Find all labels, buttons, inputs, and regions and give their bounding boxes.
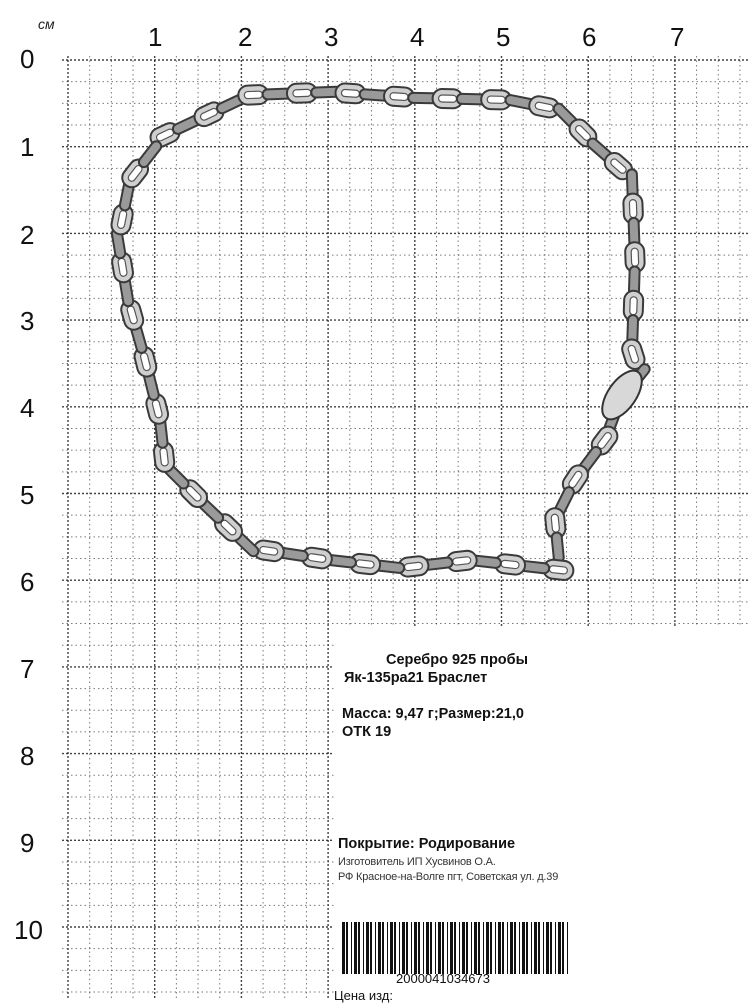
barcode-bar <box>406 922 408 974</box>
barcode-bar <box>426 922 429 974</box>
barcode-bar <box>411 922 412 974</box>
barcode-bar <box>447 922 448 974</box>
x-axis-label-4: 4 <box>410 22 425 52</box>
barcode-bar <box>346 922 348 974</box>
barcode-bar <box>567 922 568 974</box>
y-axis-label-10: 10 <box>14 915 43 945</box>
x-axis-label-3: 3 <box>324 22 339 52</box>
barcode-bar <box>519 922 520 974</box>
barcode-bar <box>534 922 537 974</box>
barcode-bar <box>507 922 508 974</box>
barcode-bar <box>498 922 501 974</box>
barcode-bar <box>483 922 484 974</box>
y-axis-label-8: 8 <box>20 741 35 771</box>
barcode-bar <box>387 922 388 974</box>
barcode-bar <box>399 922 400 974</box>
maker-text: Изготовитель ИП Хусвинов О.А. <box>338 856 496 868</box>
barcode-bar <box>378 922 381 974</box>
barcode-bar <box>471 922 472 974</box>
barcode-bar <box>526 922 528 974</box>
barcode-bar <box>435 922 436 974</box>
address-text: РФ Красное-на-Волге пгт, Советская ул. д.39 <box>338 871 559 883</box>
barcode-bar <box>510 922 513 974</box>
barcode-number: 2000041034673 <box>396 971 490 986</box>
mass-size-text: Масса: 9,47 г;Размер:21,0 <box>342 706 524 722</box>
barcode-bar <box>502 922 504 974</box>
barcode-bar <box>354 922 357 974</box>
x-axis-label-1: 1 <box>148 22 163 52</box>
x-axis-label-6: 6 <box>582 22 597 52</box>
barcode-bar <box>366 922 369 974</box>
price-text: Цена изд: <box>334 988 394 1003</box>
barcode-bar <box>430 922 432 974</box>
barcode-bar <box>423 922 424 974</box>
barcode-bar <box>531 922 532 974</box>
barcode-bar <box>382 922 384 974</box>
coating-text: Покрытие: Родирование <box>338 836 516 852</box>
barcode-bar <box>358 922 360 974</box>
barcode-bar <box>370 922 372 974</box>
barcode-bar <box>462 922 465 974</box>
barcode-bar <box>466 922 468 974</box>
barcode-bar <box>438 922 441 974</box>
barcode-bar <box>558 922 561 974</box>
barcode-bar <box>550 922 552 974</box>
barcode-bar <box>454 922 456 974</box>
barcode-bar <box>514 922 516 974</box>
product-tag <box>334 626 750 1003</box>
barcode-bar <box>546 922 549 974</box>
y-axis-label-3: 3 <box>20 306 35 336</box>
x-axis-label-5: 5 <box>496 22 511 52</box>
barcode-bar <box>450 922 453 974</box>
barcode-bar <box>414 922 417 974</box>
barcode-bar <box>351 922 352 974</box>
y-axis-label-6: 6 <box>20 567 35 597</box>
barcode-bar <box>363 922 364 974</box>
chain-link <box>551 532 564 563</box>
barcode-bar <box>486 922 489 974</box>
chain-link <box>137 139 163 169</box>
barcode-bar <box>390 922 393 974</box>
barcode-bar <box>555 922 556 974</box>
barcode-bar <box>418 922 420 974</box>
y-axis-label-7: 7 <box>20 654 35 684</box>
barcode-bar <box>495 922 496 974</box>
barcode-bar <box>543 922 544 974</box>
barcode-bar <box>342 922 345 974</box>
y-axis-label-5: 5 <box>20 480 35 510</box>
barcode-bar <box>538 922 540 974</box>
y-axis-label-1: 1 <box>20 132 35 162</box>
x-axis-label-2: 2 <box>238 22 253 52</box>
y-axis-label-2: 2 <box>20 220 35 250</box>
y-axis-label-0: 0 <box>20 44 35 74</box>
unit-label: см <box>38 16 55 32</box>
barcode-bar <box>442 922 444 974</box>
barcode-bar <box>459 922 460 974</box>
barcode-bar <box>522 922 525 974</box>
barcode-bar <box>490 922 492 974</box>
barcode-bar <box>562 922 564 974</box>
y-axis-label-4: 4 <box>20 393 35 423</box>
article-text: Як-135ра21 Браслет <box>344 670 488 686</box>
barcode-bar <box>394 922 396 974</box>
material-text: Серебро 925 пробы <box>386 652 528 668</box>
otk-text: ОТК 19 <box>342 724 392 740</box>
x-axis-label-7: 7 <box>670 22 685 52</box>
y-axis-label-9: 9 <box>20 828 35 858</box>
barcode-bar <box>375 922 376 974</box>
barcode-bar <box>402 922 405 974</box>
barcode-bar <box>474 922 477 974</box>
barcode-bar <box>478 922 480 974</box>
